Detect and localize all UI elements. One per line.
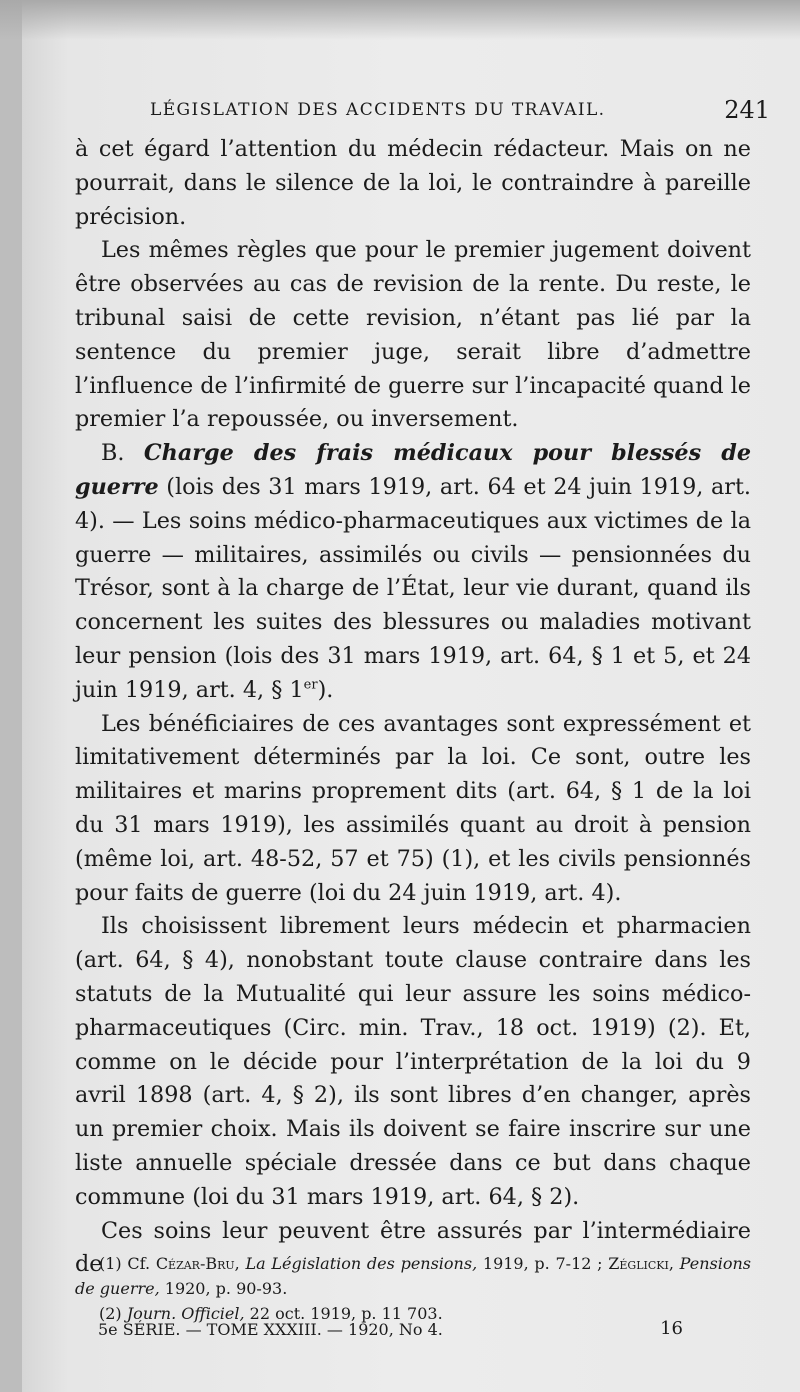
footnote-title: Pensions de guerre,: [75, 1254, 751, 1298]
running-header: [150, 98, 770, 128]
signature-mark: 16: [660, 1318, 683, 1339]
page-number: 241: [724, 96, 770, 124]
footnote-text: 1920, p. 90-93.: [164, 1279, 288, 1298]
footnotes: [75, 1251, 751, 1326]
section-text: (lois des 31 mars 1919, art. 64 et 24 juin 1919, art. 4). — Les soins médico-pharmaceutiques aux victimes de la guerre — militaires, assimilés ou civils — pensionnées du Trésor, sont à la charge de l’État, leur vie durant, quand ils concernent les suites des blessures ou maladies motivant leur pension (lois des 31 mars 1919, art. 64, § 1 et 5, et 24 juin 1919, art. 4, § 1: [75, 473, 752, 703]
scan-edge-shadow: [0, 0, 800, 40]
section-text-end: ).: [317, 676, 334, 703]
paragraph: Les bénéficiaires de ces avantages sont expressément et limitativement déterminés par la loi. Ce sont, outre les militaires et marins proprement dits (art. 64, § 1 de la loi du 31 mars 1919), les assimilés quant au droit à pension (même loi, art. 48-52, 57 et 75) (1), et les civils pensionnés pour faits de guerre (loi du 24 juin 1919, art. 4).: [75, 710, 751, 906]
footnote-title: Journ. Officiel,: [126, 1304, 245, 1323]
paragraph: Ces soins leur peuvent être assurés par l’intermédiaire de: [75, 1217, 751, 1278]
paragraph: à cet égard l’attention du médecin rédacteur. Mais on ne pourrait, dans le silence de la loi, le contraindre à pareille précision.: [75, 136, 751, 230]
section-label: B.: [101, 440, 125, 467]
paragraph: Les mêmes règles que pour le premier jugement doivent être observées au cas de revision de la rente. Du reste, le tribunal saisi de cette revision, n’étant pas lié par la sentence du premier juge, serait libre d’admettre l’influence de l’infirmité de guerre sur l’incapacité quand le premier l’a repoussée, ou inversement.: [75, 237, 752, 433]
paragraph: Ils choisissent librement leurs médecin et pharmacien (art. 64, § 4), nonobstant toute clause contraire dans les statuts de la Mutualité qui leur assure les soins médico-pharmaceutiques (Circ. min. Trav., 18 oct. 1919) (2). Et, comme on le décide pour l’interprétation de la loi du 9 avril 1898 (art. 4, § 2), ils sont libres d’en changer, après un premier choix. Mais ils doivent se faire inscrire sur une liste annuelle spéciale dressée dans ce but dans chaque commune (loi du 31 mars 1919, art. 64, § 2).: [75, 913, 751, 1210]
running-title: LÉGISLATION DES ACCIDENTS DU TRAVAIL.: [150, 100, 606, 120]
footnote-marker: (1) Cf.: [99, 1254, 151, 1273]
section-b-paragraph: [75, 437, 751, 707]
footnote-marker: (2): [99, 1304, 122, 1323]
series-line: 5e SÉRIE. — TOME XXXIII. — 1920, No 4.: [98, 1320, 443, 1339]
footnote-text: 1919, p. 7-12 ;: [482, 1254, 603, 1273]
footnote-author: Cézar-Bru,: [155, 1254, 240, 1273]
page-footer: [98, 1320, 683, 1344]
superscript: er: [303, 677, 318, 693]
section-heading: Charge des frais médicaux pour blessés de guerre: [75, 440, 752, 500]
footnote-text: 22 oct. 1919, p. 11 703.: [249, 1304, 443, 1323]
main-text: [75, 133, 751, 1282]
footnote-1: [75, 1251, 751, 1301]
footnote-title: La Législation des pensions,: [245, 1254, 478, 1273]
footnote-author: Zéglicki,: [608, 1254, 674, 1273]
